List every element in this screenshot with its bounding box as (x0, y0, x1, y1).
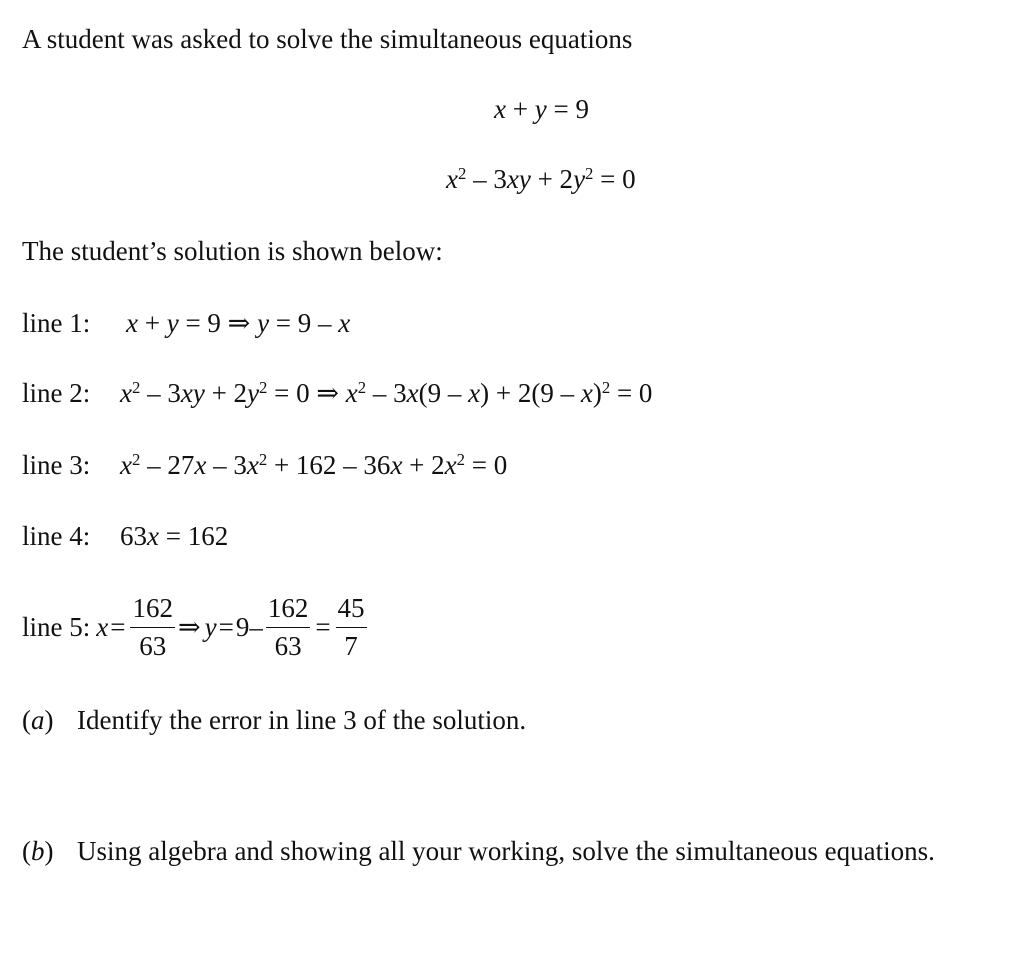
question-b-text: Using algebra and showing all your working, solve the simultaneous equations. (77, 836, 935, 866)
line-3-label: line 3: (22, 450, 91, 480)
eq1-plus: + (512, 94, 528, 124)
frac1-numerator: 162 (132, 593, 173, 623)
line-5-y: y (204, 612, 217, 643)
line-5-equals-2: = (218, 612, 234, 643)
equation-1 (494, 96, 589, 123)
solution-line-5 (22, 594, 370, 661)
fraction-162-over-63-second (266, 594, 311, 661)
eq1-rhs: 9 (575, 94, 589, 124)
question-a (22, 707, 526, 734)
frac3-bar (336, 627, 367, 628)
line-5-minus: – (249, 612, 263, 643)
fraction-45-over-7 (336, 594, 367, 661)
eq2-sq: 2 (457, 163, 467, 183)
question-a-label: (a) (22, 705, 54, 735)
eq2-minus-3: – 3 (473, 164, 507, 194)
solution-line-3 (22, 449, 508, 480)
eq1-equals: = (553, 94, 569, 124)
equation-2 (446, 163, 636, 194)
eq2-y: y (573, 164, 586, 194)
line-5-implies: ⇒ (177, 612, 201, 643)
solution-line-4 (22, 523, 228, 550)
line-1-math: x + y = 9 ⇒ y = 9 – x (126, 308, 351, 338)
line-5-equals-1: = (110, 612, 126, 643)
solution-line-2 (22, 377, 653, 408)
line-5-nine: 9 (235, 612, 250, 643)
frac2-bar (266, 627, 311, 628)
frac1-bar (130, 627, 175, 628)
question-b (22, 838, 935, 865)
question-b-label: (b) (22, 836, 54, 866)
eq1-y: y (534, 94, 547, 124)
frac3-denominator: 7 (344, 630, 358, 661)
line-4-math: 63x = 162 (120, 521, 229, 551)
eq2-equals-zero: = 0 (600, 164, 636, 194)
frac2-numerator: 162 (267, 593, 309, 623)
intro-text: A student was asked to solve the simultaneous equations (22, 24, 633, 54)
eq2-sq2: 2 (585, 163, 594, 183)
line-5-equals-3: = (315, 612, 331, 643)
question-a-text: Identify the error in line 3 of the solution. (77, 705, 527, 735)
eq2-xy: xy (506, 164, 531, 194)
eq2-plus-2: + 2 (537, 164, 574, 194)
frac3-numerator: 45 (337, 593, 365, 623)
line-1-label: line 1: (22, 308, 91, 338)
line-4-label: line 4: (22, 521, 91, 551)
eq2-x: x (446, 164, 458, 194)
frac2-denominator: 63 (274, 630, 302, 661)
solution-line-1 (22, 310, 350, 337)
line-5-x: x (96, 612, 109, 643)
fraction-162-over-63 (130, 594, 175, 661)
line-2-label: line 2: (22, 378, 91, 408)
line-2-math: $x^2 - 3xy + 2y^2 = 0$ ⇒ $x^2 - 3x(9 - x) + 2(9 - x)^2 = 0$ (120, 377, 653, 408)
solution-intro: The student’s solution is shown below: (22, 236, 443, 266)
eq1-x: x (494, 94, 506, 124)
frac1-denominator: 63 (139, 630, 167, 661)
line-5-label: line 5: (22, 612, 91, 643)
line-3-math: $x^2 - 27x - 3x^2 + 162 - 36x + 2x^2 = 0$ (120, 449, 508, 480)
